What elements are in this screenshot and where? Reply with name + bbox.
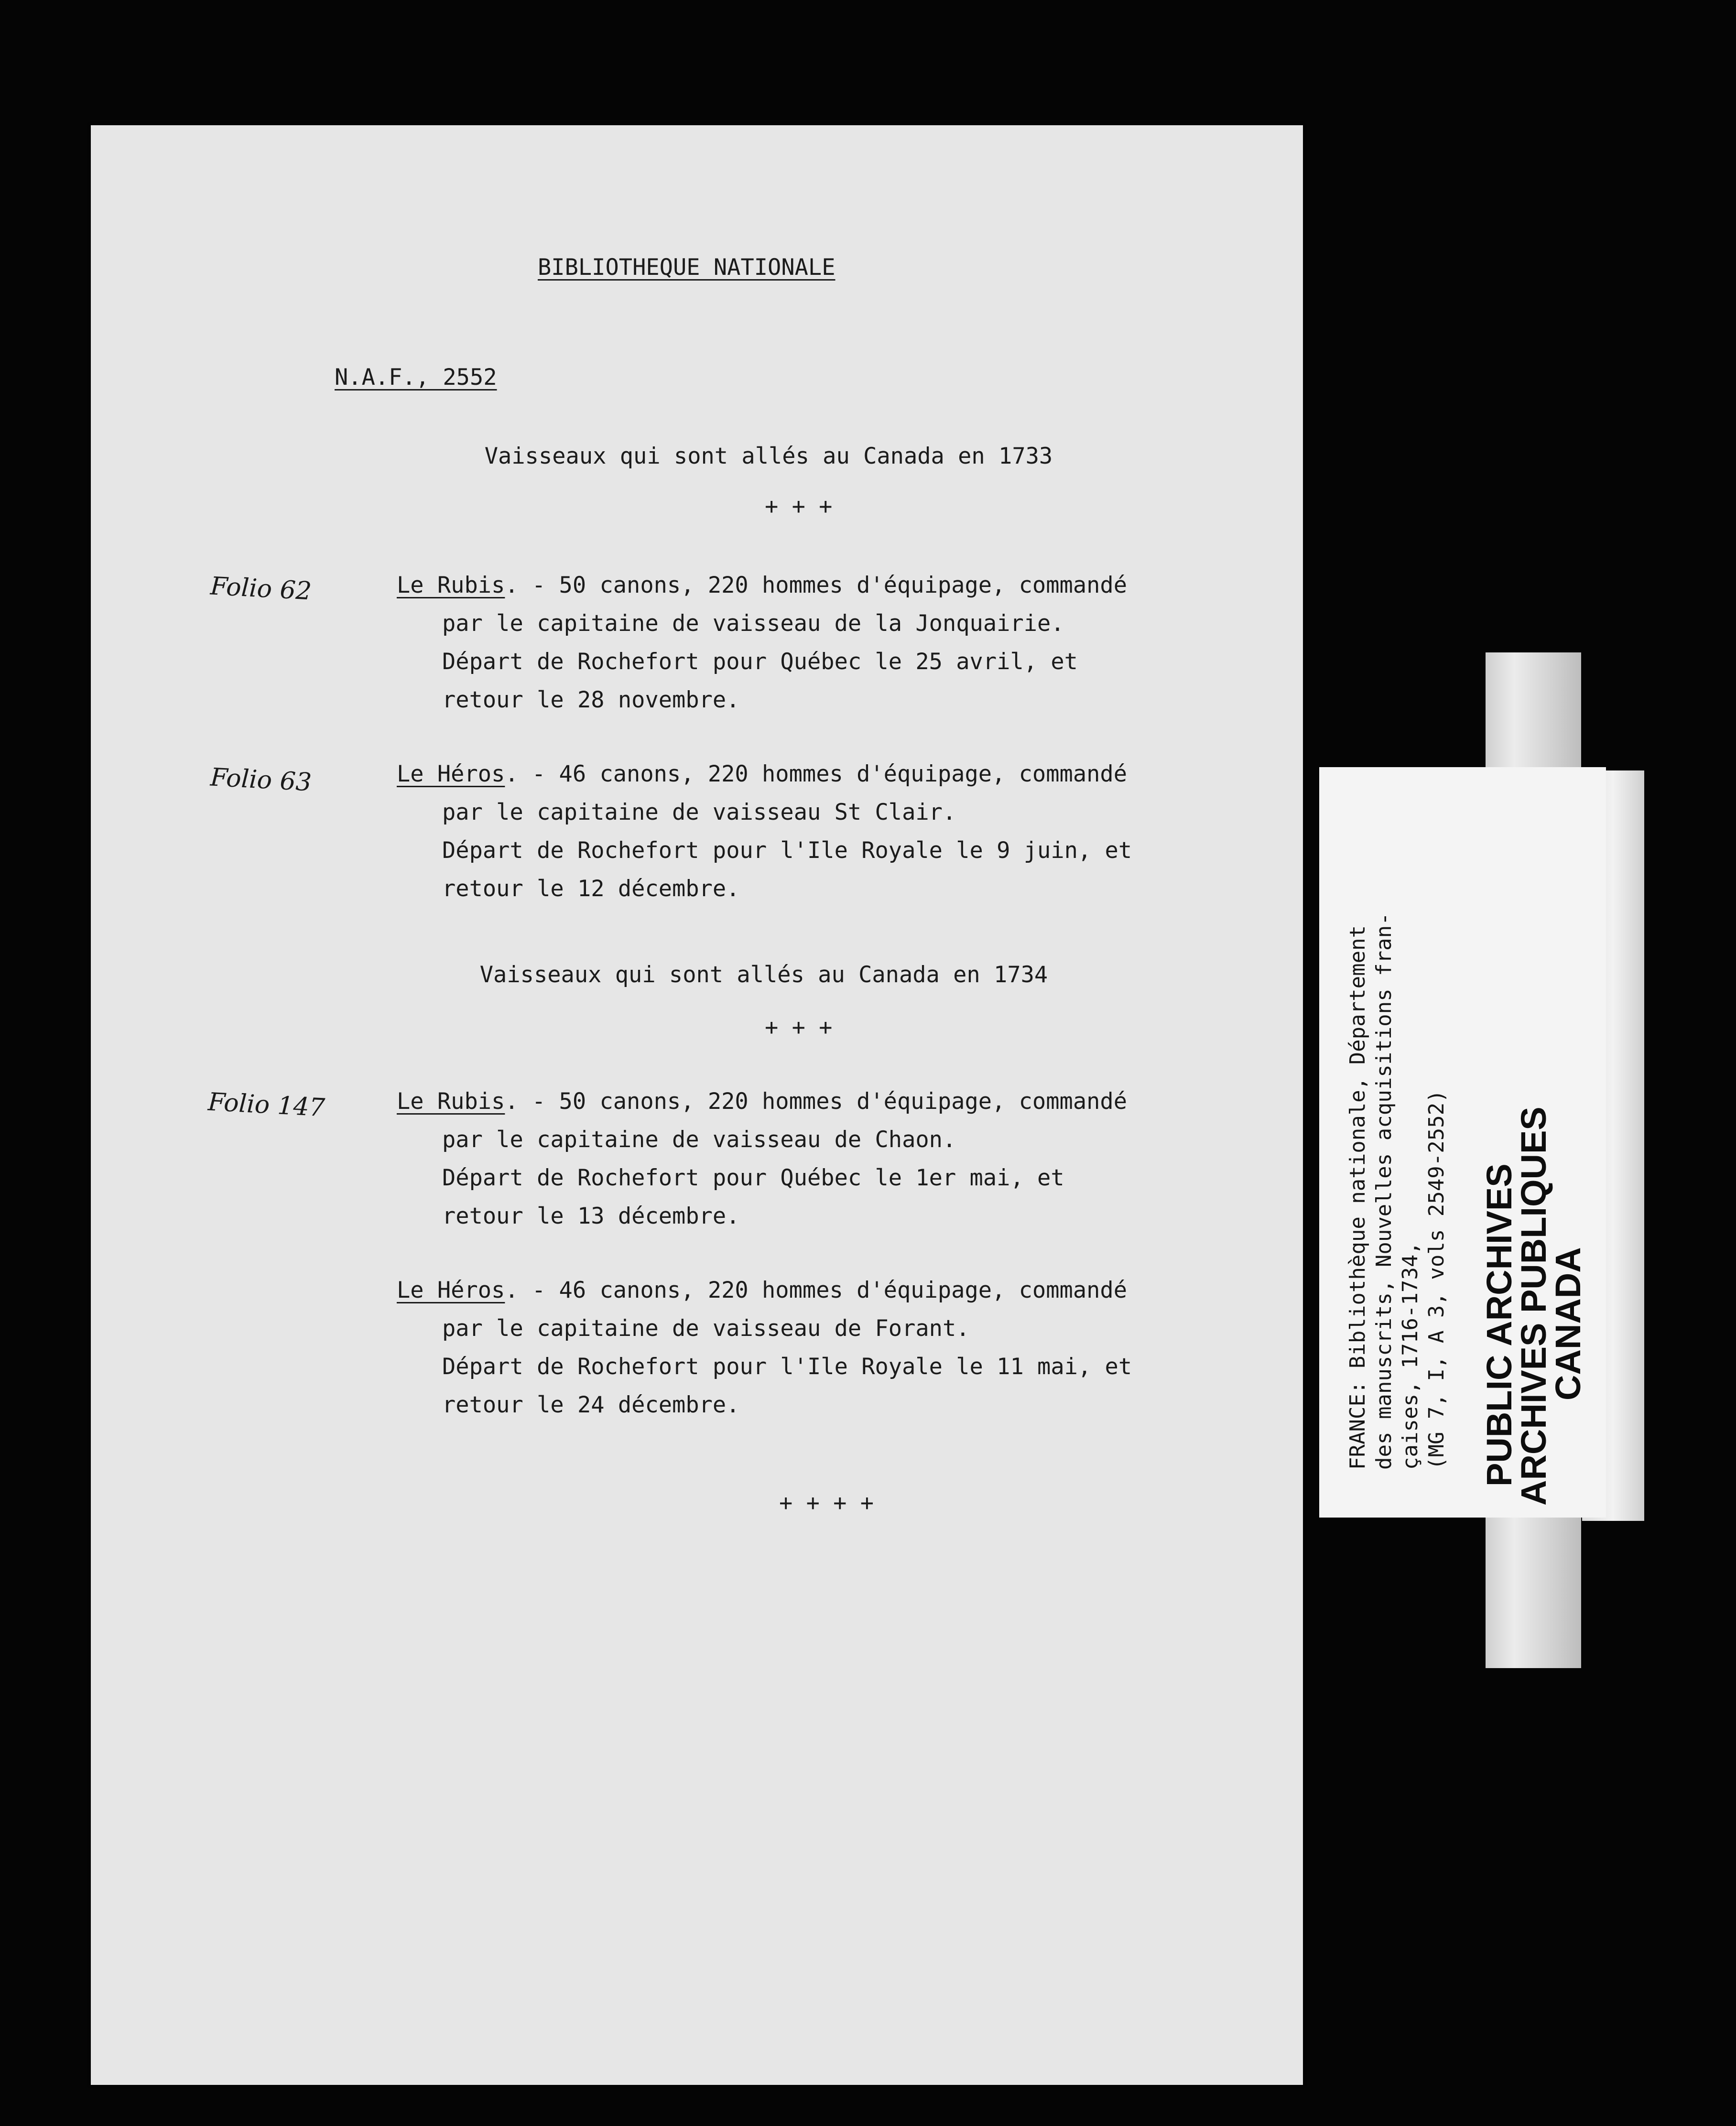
entry-line: retour le 12 décembre. xyxy=(442,876,740,902)
ship-name: Le Héros xyxy=(397,1277,505,1303)
entry-line: par le capitaine de vaisseau de Chaon. xyxy=(442,1127,956,1153)
archives-stamp-line: PUBLIC ARCHIVES xyxy=(1479,1163,1519,1486)
archives-stamp-line: ARCHIVES PUBLIQUES xyxy=(1514,1106,1553,1506)
document-reference: N.A.F., 2552 xyxy=(335,364,497,390)
entry-line: par le capitaine de vaisseau St Clair. xyxy=(442,799,956,825)
archive-label-line: çaises, 1716-1734, xyxy=(1398,1242,1422,1470)
archive-label xyxy=(1319,767,1606,1518)
ship-name: Le Rubis xyxy=(397,1088,505,1115)
folio-annotation: Folio 63 xyxy=(209,763,313,797)
section1-heading: Vaisseaux qui sont allés au Canada en 1733 xyxy=(484,443,1053,469)
entry-line: par le capitaine de vaisseau de la Jonquairie. xyxy=(442,610,1064,637)
entry-line: Départ de Rochefort pour l'Ile Royale le 9 juin, et xyxy=(442,837,1132,864)
entry-line: retour le 24 décembre. xyxy=(442,1392,740,1418)
entry-text: . - 46 canons, 220 hommes d'équipage, commandé xyxy=(505,1277,1128,1303)
entry-line: par le capitaine de vaisseau de Forant. xyxy=(442,1315,970,1342)
entry-text: . - 50 canons, 220 hommes d'équipage, commandé xyxy=(505,572,1128,598)
end-mark: + + + + xyxy=(779,1490,874,1516)
entry-line: Départ de Rochefort pour l'Ile Royale le 11 mai, et xyxy=(442,1354,1132,1380)
folio-annotation: Folio 147 xyxy=(207,1087,326,1123)
ship-name: Le Héros xyxy=(397,761,505,787)
entry-text: . - 46 canons, 220 hommes d'équipage, commandé xyxy=(505,761,1128,787)
document-page xyxy=(91,125,1303,2085)
archives-stamp-line: CANADA xyxy=(1548,1247,1588,1400)
section2-heading: Vaisseaux qui sont allés au Canada en 1734 xyxy=(479,962,1048,988)
document-header: BIBLIOTHEQUE NATIONALE xyxy=(538,254,835,281)
archive-label-line: (MG 7, I, A 3, vols 2549-2552) xyxy=(1424,1090,1449,1470)
archive-label-line: des manuscrits, Nouvelles acquisitions fran- xyxy=(1372,912,1396,1470)
entry-line: Départ de Rochefort pour Québec le 25 avril, et xyxy=(442,649,1078,675)
entry-first-line xyxy=(397,1277,1127,1303)
ship-name: Le Rubis xyxy=(397,572,505,598)
entry-line: retour le 13 décembre. xyxy=(442,1203,740,1229)
entry-text: . - 50 canons, 220 hommes d'équipage, commandé xyxy=(505,1088,1128,1115)
entry-first-line xyxy=(397,1088,1127,1115)
entry-line: Départ de Rochefort pour Québec le 1er mai, et xyxy=(442,1165,1064,1191)
section2-separator: + + + xyxy=(765,1014,833,1041)
entry-line: retour le 28 novembre. xyxy=(442,687,740,713)
entry-first-line xyxy=(397,761,1127,787)
section1-separator: + + + xyxy=(765,493,833,520)
folio-annotation: Folio 62 xyxy=(209,572,313,606)
archive-label-line: FRANCE: Bibliothèque nationale, Département xyxy=(1345,925,1370,1470)
entry-first-line xyxy=(397,572,1127,598)
